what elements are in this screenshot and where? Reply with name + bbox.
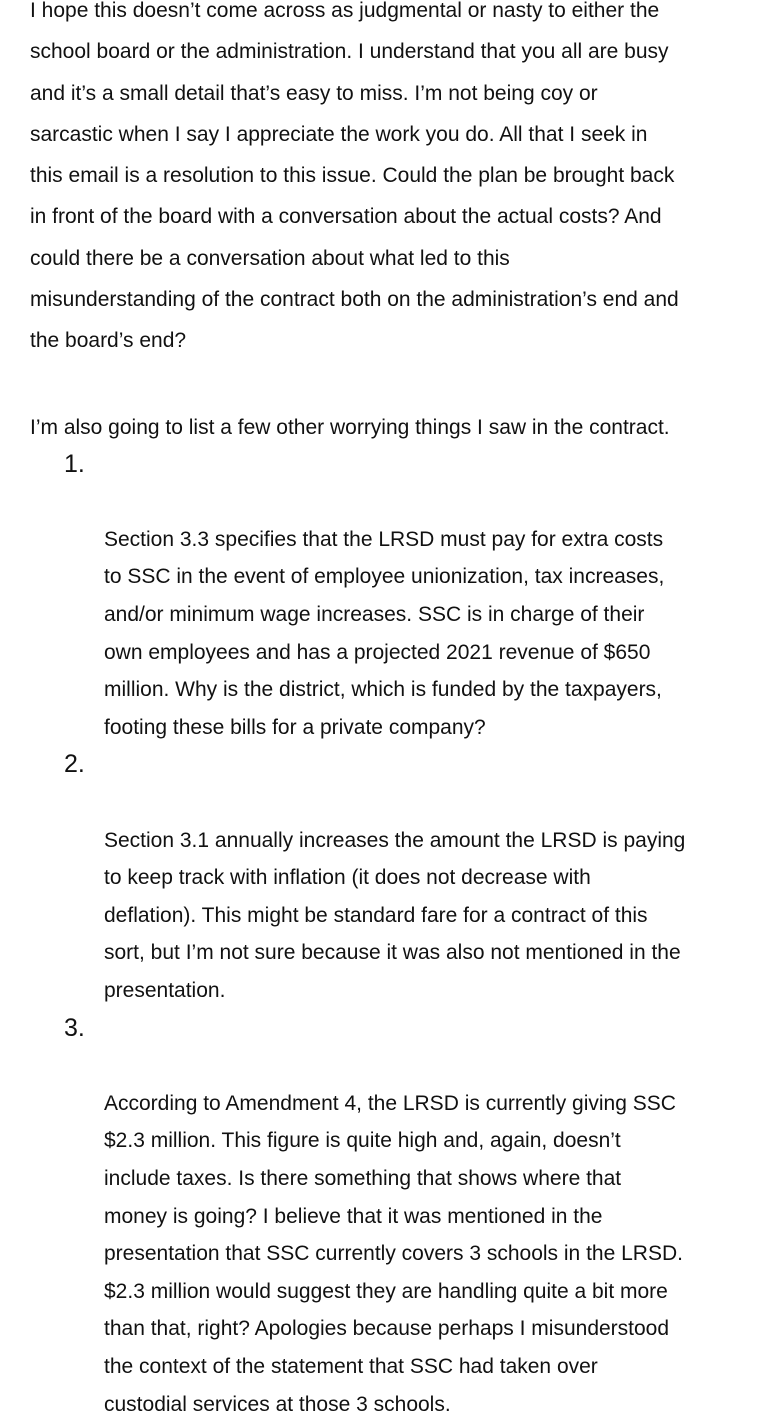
list-number: 1. bbox=[64, 449, 85, 478]
paragraph-concerns: I hope this doesn’t come across as judgmental or nasty to either the school board or the administration. I understand that you all are busy and it’s a small detail that’s easy to miss. I’m not being coy or sarcastic when I say I appreciate the work you do. All that I seek in this email is a resolution to this issue. Could the plan be brought back in front of the board with a conversation about the actual costs? And could there be a conversation about what led to this misunderstanding of the contract both on the administration’s end and the board’s end? bbox=[30, 0, 679, 353]
list-item-text: Section 3.1 annually increases the amount the LRSD is paying to keep track with inflation (it does not decrease with deflation). This might be standard fare for a contract of this sort, but I’m not sure because it was also not mentioned in the presentation. bbox=[104, 828, 686, 1002]
paragraph-list-intro: I’m also going to list a few other worrying things I saw in the contract. bbox=[30, 415, 670, 439]
list-item bbox=[30, 1010, 765, 1423]
contract-concerns-list bbox=[30, 446, 765, 1423]
list-number: 2. bbox=[64, 750, 85, 779]
email-body bbox=[30, 0, 765, 1423]
list-item-text: According to Amendment 4, the LRSD is currently giving SSC $2.3 million. This figure is quite high and, again, doesn’t include taxes. Is there something that shows where that money is going? I believe that it was mentioned in the presentation that SSC currently covers 3 schools in the LRSD. $2.3 million would suggest they are handling quite a bit more than that, right? Apologies because perhaps I misunderstood the context of the statement that SSC had taken over custodial services at those 3 schools. bbox=[104, 1091, 683, 1416]
list-item bbox=[30, 446, 765, 747]
list-number: 3. bbox=[64, 1013, 85, 1042]
list-item-text: Section 3.3 specifies that the LRSD must pay for extra costs to SSC in the event of employee unionization, tax increases, and/or minimum wage increases. SSC is in charge of their own employees and has a projected 2021 revenue of $650 million. Why is the district, which is funded by the taxpayers, footing these bills for a private company? bbox=[104, 527, 665, 739]
list-item bbox=[30, 746, 765, 1009]
